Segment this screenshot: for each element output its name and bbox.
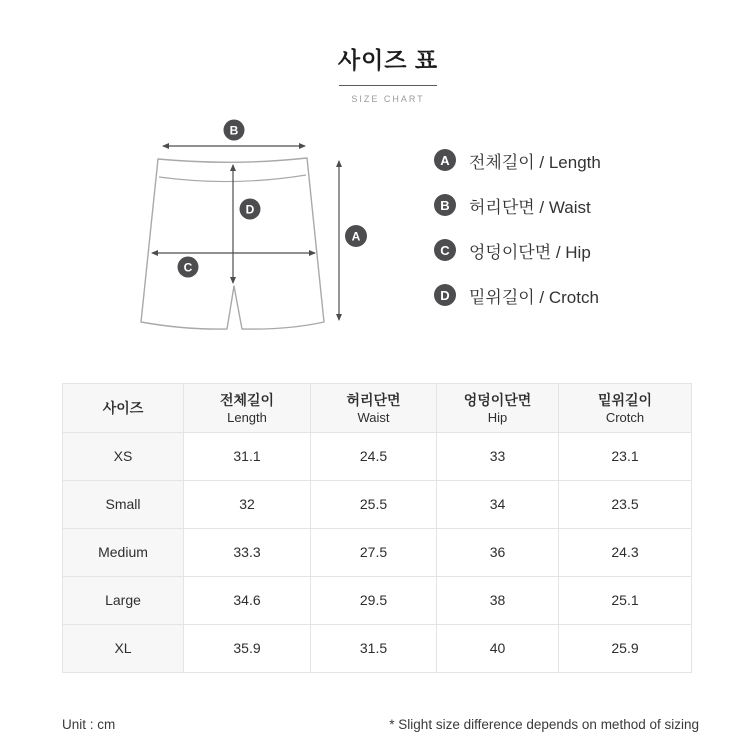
value-cell: 34 bbox=[489, 495, 506, 512]
legend-label-waist: 허리단면 / Waist bbox=[469, 197, 591, 217]
value-cell: 25.5 bbox=[359, 495, 388, 512]
table-row-large bbox=[63, 577, 692, 625]
col-header-waist: 허리단면 Waist bbox=[311, 384, 437, 433]
table-row-xs bbox=[63, 433, 692, 481]
unit-note: Unit : cm bbox=[62, 717, 116, 732]
table-row-small bbox=[63, 481, 692, 529]
svg-text:C: C bbox=[183, 260, 193, 275]
legend-badge-c: C bbox=[434, 239, 456, 261]
svg-text:D: D bbox=[245, 202, 255, 217]
size-name: XS bbox=[113, 447, 133, 464]
legend-badge-d: D bbox=[434, 284, 456, 306]
diagram-badge-c bbox=[178, 257, 199, 278]
legend-item-hip bbox=[434, 239, 601, 261]
legend-badge-a: A bbox=[434, 149, 456, 171]
shorts-measurement-diagram bbox=[130, 108, 380, 348]
legend-item-crotch bbox=[434, 284, 601, 306]
measurement-legend bbox=[434, 149, 601, 329]
col-header-length: 전체길이 Length bbox=[184, 384, 311, 433]
svg-text:A: A bbox=[351, 229, 361, 244]
value-cell: 35.9 bbox=[233, 639, 261, 656]
size-table-header-row bbox=[63, 384, 692, 433]
value-cell: 40 bbox=[489, 639, 506, 656]
value-cell: 32 bbox=[239, 495, 255, 512]
size-name: Large bbox=[105, 591, 141, 608]
value-cell: 29.5 bbox=[359, 591, 388, 608]
col-header-size: 사이즈 bbox=[63, 384, 184, 433]
legend-item-waist bbox=[434, 194, 601, 216]
legend-label-length: 전체길이 / Length bbox=[469, 152, 601, 172]
col-header-crotch: 밑위길이 Crotch bbox=[559, 384, 692, 433]
value-cell: 33 bbox=[489, 447, 506, 464]
diagram-badge-a bbox=[345, 225, 367, 247]
diagram-badge-b bbox=[224, 120, 245, 141]
value-cell: 23.5 bbox=[611, 495, 639, 512]
value-cell: 23.1 bbox=[611, 447, 639, 464]
size-name: XL bbox=[114, 639, 132, 656]
value-cell: 34.6 bbox=[233, 591, 261, 608]
size-name: Medium bbox=[98, 543, 148, 560]
shorts-diagram-svg bbox=[130, 108, 380, 348]
table-row-xl bbox=[63, 625, 692, 673]
sizing-disclaimer: * Slight size difference depends on method of sizing bbox=[389, 717, 699, 732]
title-divider bbox=[339, 85, 437, 86]
legend-label-hip: 엉덩이단면 / Hip bbox=[469, 242, 591, 262]
value-cell: 31.1 bbox=[233, 447, 261, 464]
value-cell: 33.3 bbox=[233, 543, 261, 560]
page-subtitle: SIZE CHART bbox=[351, 94, 425, 104]
value-cell: 38 bbox=[489, 591, 506, 608]
legend-badge-b: B bbox=[434, 194, 456, 216]
value-cell: 25.9 bbox=[611, 639, 639, 656]
value-cell: 24.5 bbox=[359, 447, 388, 464]
size-table bbox=[62, 383, 692, 673]
table-row-medium bbox=[63, 529, 692, 577]
size-chart-header bbox=[13, 42, 750, 104]
page-title: 사이즈 표 bbox=[337, 47, 439, 73]
size-name: Small bbox=[105, 495, 141, 512]
value-cell: 31.5 bbox=[359, 639, 388, 656]
diagram-badge-d bbox=[240, 199, 261, 220]
value-cell: 25.1 bbox=[611, 591, 639, 608]
legend-item-length bbox=[434, 149, 601, 171]
value-cell: 36 bbox=[489, 543, 506, 560]
legend-label-crotch: 밑위길이 / Crotch bbox=[469, 287, 599, 307]
svg-text:B: B bbox=[229, 123, 239, 138]
value-cell: 27.5 bbox=[359, 543, 388, 560]
col-header-hip: 엉덩이단면 Hip bbox=[437, 384, 559, 433]
value-cell: 24.3 bbox=[611, 543, 639, 560]
